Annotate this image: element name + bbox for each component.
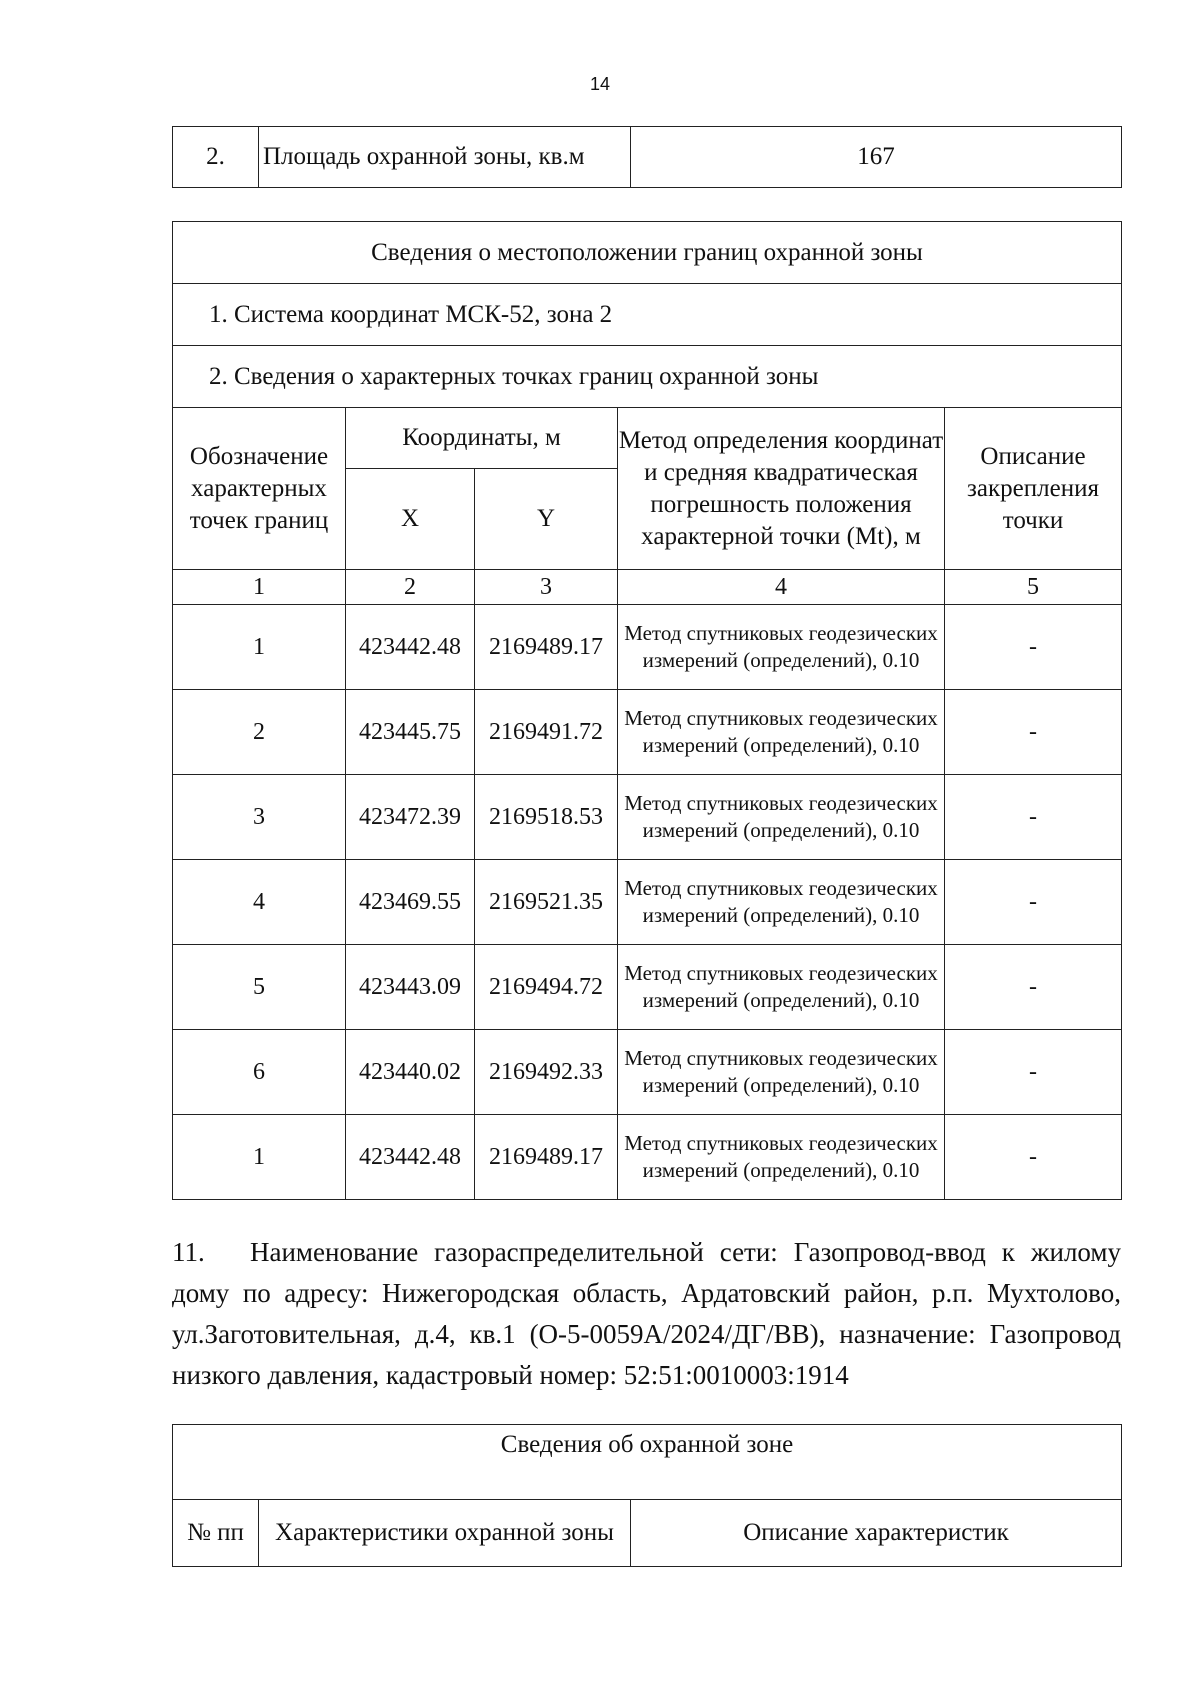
description-cell: - [945, 860, 1122, 945]
coordinate-y: 2169518.53 [475, 775, 618, 860]
description-cell: - [945, 945, 1122, 1030]
description-cell: - [945, 775, 1122, 860]
header-y: Y [475, 469, 618, 570]
point-number: 4 [173, 860, 346, 945]
boundary-table-title: Сведения о местоположении границ охранной зоны [173, 222, 1122, 284]
coordinate-x: 423445.75 [346, 690, 475, 775]
table-row [173, 860, 1122, 945]
method-cell: Метод спутниковых геодезических измерений (определений), 0.10 [618, 860, 945, 945]
column-number: 3 [475, 570, 618, 605]
header-number: № пп [173, 1500, 259, 1567]
area-value: 167 [631, 127, 1122, 188]
description-cell: - [945, 605, 1122, 690]
boundary-table [172, 221, 1122, 1200]
zone-table [172, 1424, 1122, 1567]
column-number: 4 [618, 570, 945, 605]
page-number: 14 [589, 74, 611, 94]
method-cell: Метод спутниковых геодезических измерений (определений), 0.10 [618, 775, 945, 860]
point-number: 1 [173, 605, 346, 690]
header-designation: Обозначение характерных точек границ [173, 408, 346, 570]
coordinate-system: 1. Система координат МСК-52, зона 2 [173, 284, 1122, 346]
coordinate-y: 2169491.72 [475, 690, 618, 775]
column-number: 5 [945, 570, 1122, 605]
area-label: Площадь охранной зоны, кв.м [259, 127, 631, 188]
method-cell: Метод спутниковых геодезических измерений (определений), 0.10 [618, 1115, 945, 1200]
point-number: 5 [173, 945, 346, 1030]
area-row [173, 127, 1122, 188]
table-row [173, 945, 1122, 1030]
header-description: Описание закрепления точки [945, 408, 1122, 570]
coordinate-y: 2169521.35 [475, 860, 618, 945]
header-method: Метод определения координат и средняя квадратическая погрешность положения характерной точки (Mt), м [618, 408, 945, 570]
coordinate-y: 2169489.17 [475, 1115, 618, 1200]
area-row-number: 2. [173, 127, 259, 188]
method-cell: Метод спутниковых геодезических измерений (определений), 0.10 [618, 690, 945, 775]
method-cell: Метод спутниковых геодезических измерений (определений), 0.10 [618, 945, 945, 1030]
description-cell: - [945, 1030, 1122, 1115]
header-coordinates: Координаты, м [346, 408, 618, 469]
point-number: 3 [173, 775, 346, 860]
point-number: 1 [173, 1115, 346, 1200]
zone-table-title: Сведения об охранной зоне [173, 1425, 1122, 1500]
column-number-row [173, 570, 1122, 605]
points-title: 2. Сведения о характерных точках границ охранной зоны [173, 346, 1122, 408]
column-number: 2 [346, 570, 475, 605]
table-row [173, 605, 1122, 690]
column-number: 1 [173, 570, 346, 605]
coordinate-x: 423443.09 [346, 945, 475, 1030]
paragraph-number: 11. [172, 1237, 205, 1267]
point-number: 6 [173, 1030, 346, 1115]
header-characteristics: Характеристики охранной зоны [259, 1500, 631, 1567]
coordinate-y: 2169489.17 [475, 605, 618, 690]
paragraph-text: Наименование газораспределительной сети: Газопровод-ввод к жилому дому по адресу: Нижегородская область, Ардатовский район, р.п. Мухтолово, ул.Заготовительная, д.4, кв.1 (О-5-0059А/2024/ДГ/ВВ), назначение: Газопровод низкого давления, кадастровый номер: 52:51:0010003:1914 [172, 1237, 1121, 1390]
network-paragraph [172, 1232, 1121, 1396]
point-number: 2 [173, 690, 346, 775]
table-row [173, 1030, 1122, 1115]
header-x: X [346, 469, 475, 570]
coordinate-x: 423442.48 [346, 1115, 475, 1200]
method-cell: Метод спутниковых геодезических измерений (определений), 0.10 [618, 1030, 945, 1115]
coordinate-x: 423472.39 [346, 775, 475, 860]
coordinate-y: 2169492.33 [475, 1030, 618, 1115]
header-characteristics-description: Описание характеристик [631, 1500, 1122, 1567]
method-cell: Метод спутниковых геодезических измерений (определений), 0.10 [618, 605, 945, 690]
table-row [173, 690, 1122, 775]
description-cell: - [945, 690, 1122, 775]
area-table [172, 126, 1122, 188]
coordinate-y: 2169494.72 [475, 945, 618, 1030]
table-row [173, 1115, 1122, 1200]
coordinate-x: 423440.02 [346, 1030, 475, 1115]
coordinate-x: 423442.48 [346, 605, 475, 690]
description-cell: - [945, 1115, 1122, 1200]
table-row [173, 775, 1122, 860]
coordinate-x: 423469.55 [346, 860, 475, 945]
